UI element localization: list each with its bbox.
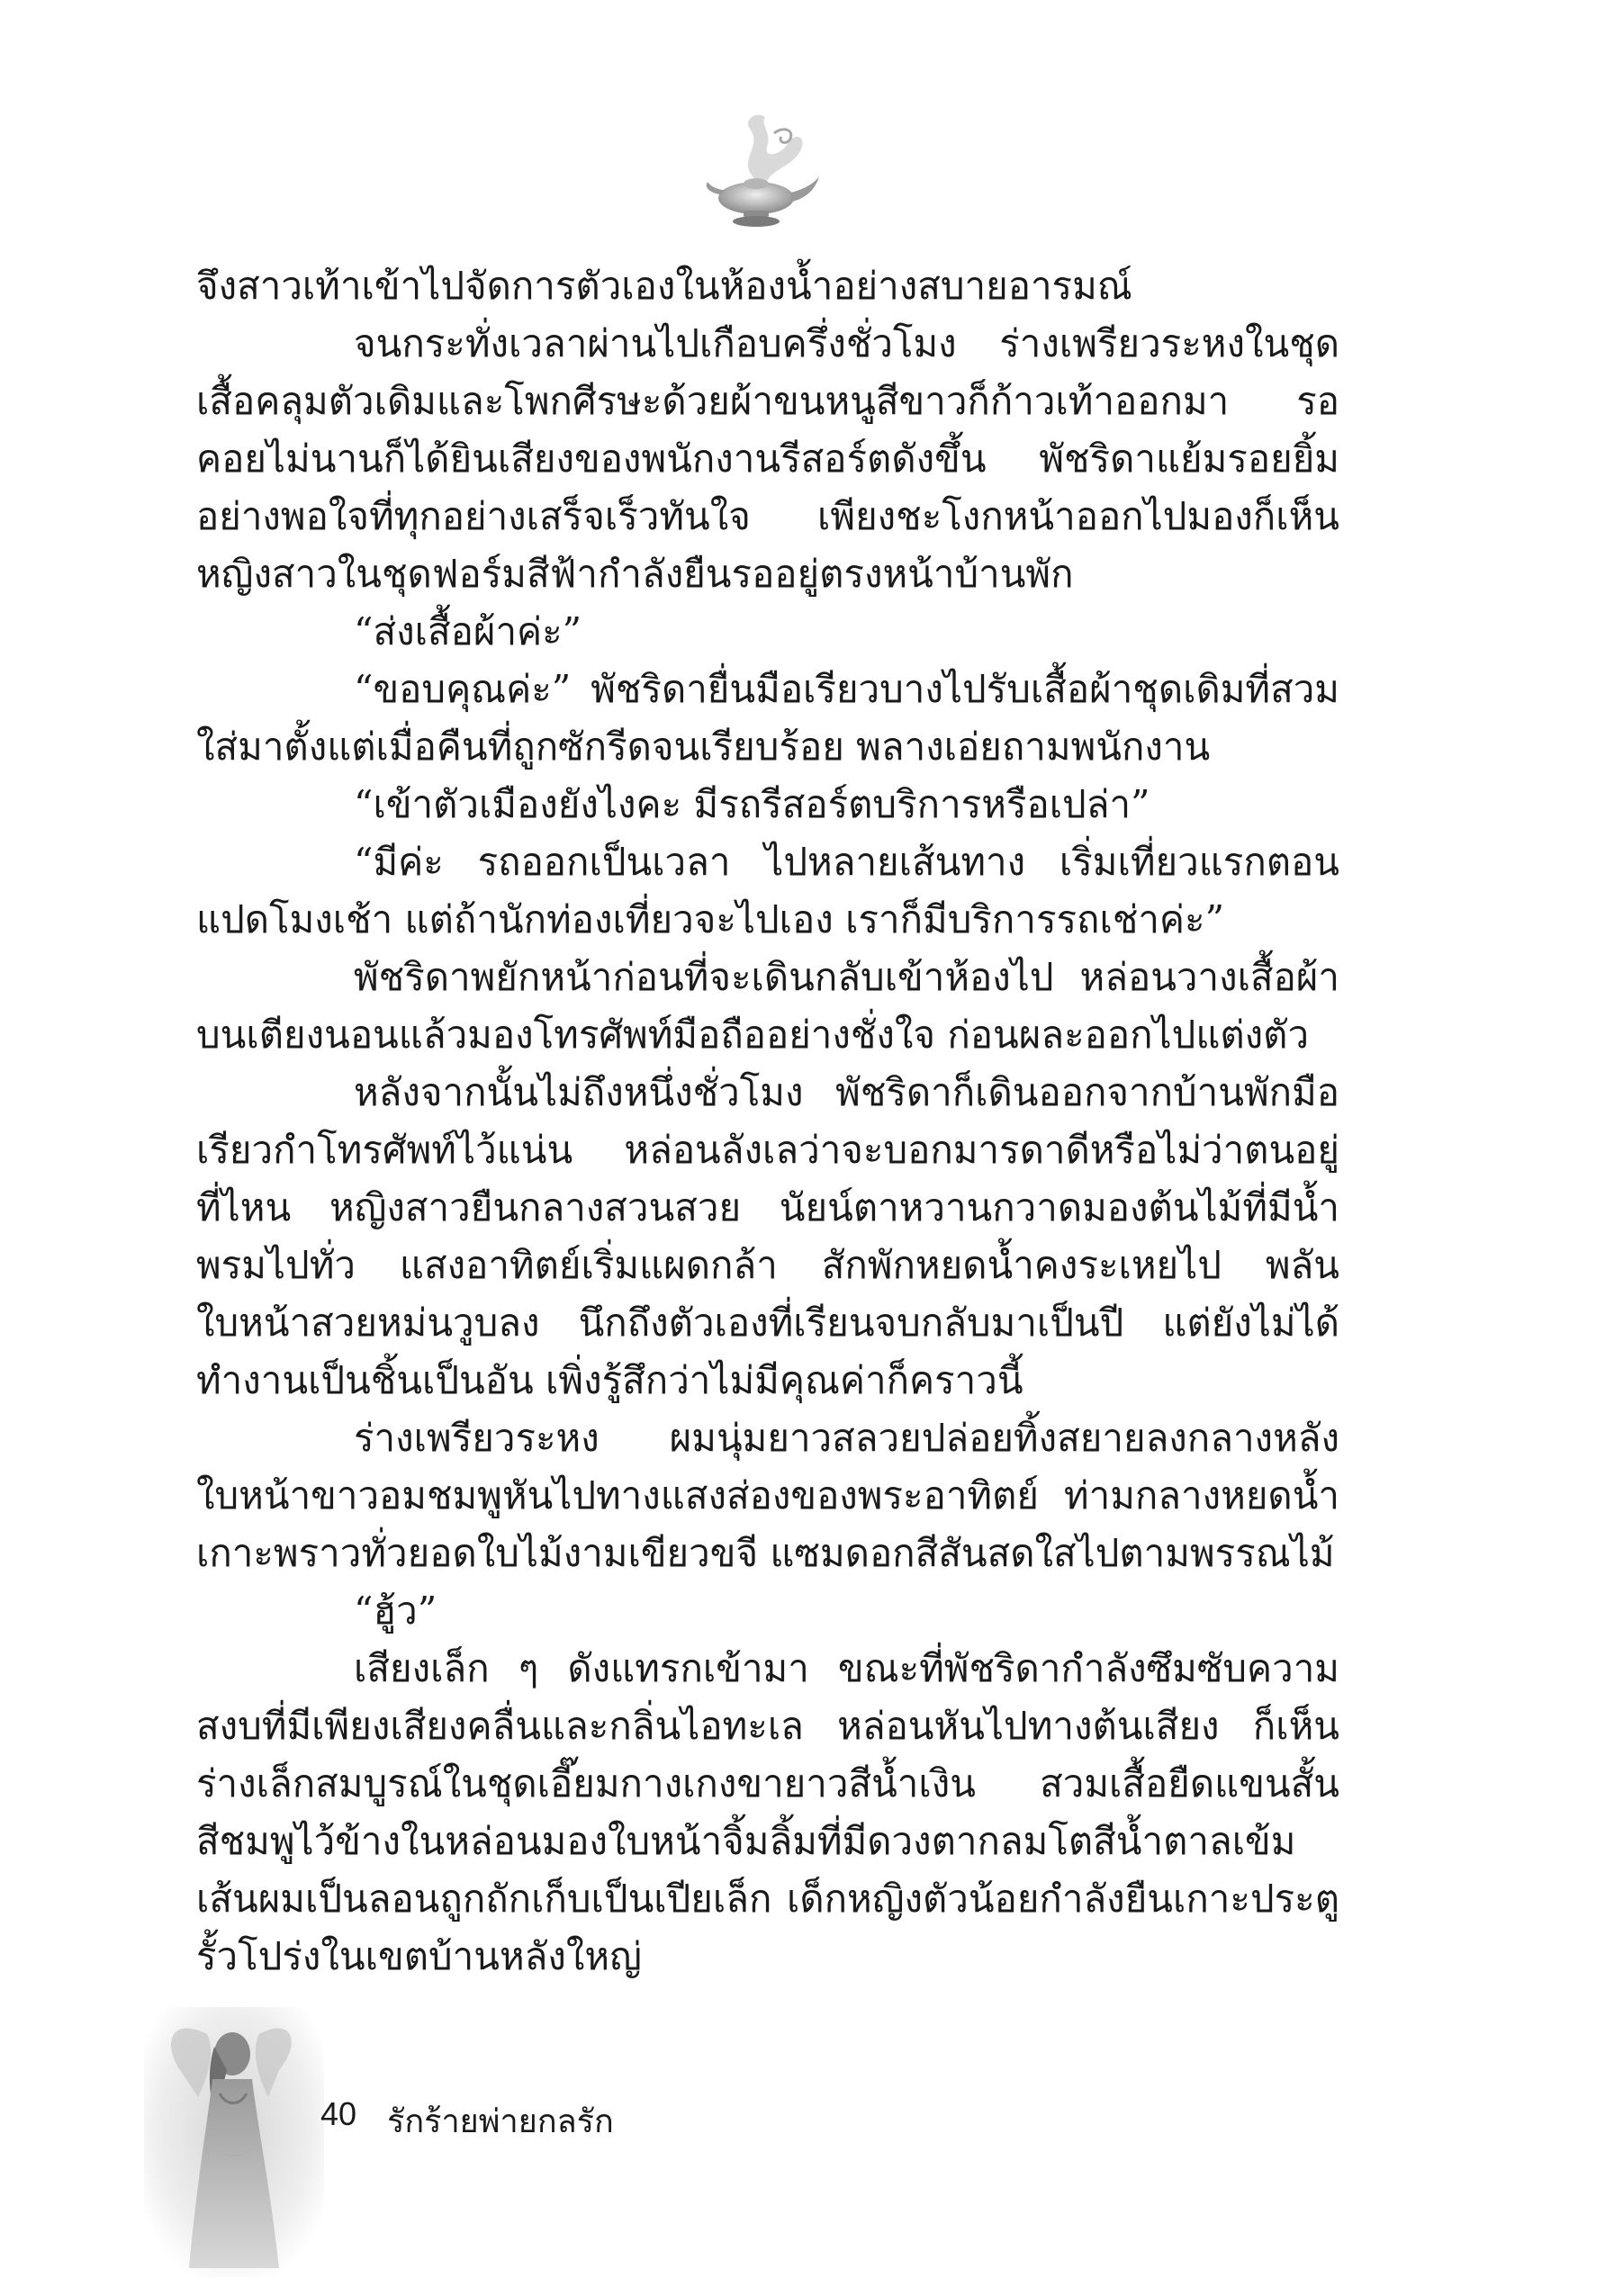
paragraph-3: “ส่งเสื้อผ้าค่ะ” <box>354 609 582 653</box>
paragraph-6: “มีค่ะ รถออกเป็นเวลา ไปหลายเส้นทาง เริ่มเที่ยวแรกตอนแปดโมงเช้า แต่ถ้านักท่องเที่ยวจะไปเอง เราก็มีบริการรถเช่าค่ะ” <box>196 840 1339 941</box>
paragraph-7: พัชริดาพยักหน้าก่อนที่จะเดินกลับเข้าห้องไป หล่อนวางเสื้อผ้าบนเตียงนอนแล้วมองโทรศัพท์มือถืออย่างชั่งใจ ก่อนผละออกไปแต่งตัว <box>196 955 1339 1057</box>
paragraph-9: ร่างเพรียวระหง ผมนุ่มยาวสลวยปล่อยทิ้งสยายลงกลางหลัง ใบหน้าขาวอมชมพูหันไปทางแสงส่องของพระอาทิตย์ ท่ามกลางหยดน้ำเกาะพราวทั่วยอดใบไม้งามเขียวขจี แซมดอกสีสันสดใสไปตามพรรณไม้ <box>196 1416 1352 1575</box>
paragraph-5: “เข้าตัวเมืองยังไงคะ มีรถรีสอร์ตบริการหรือเปล่า” <box>354 782 1150 826</box>
angel-figure-icon <box>144 2007 324 2277</box>
paragraph-8: หลังจากนั้นไม่ถึงหนึ่งชั่วโมง พัชริดาก็เดินออกจากบ้านพักมือเรียวกำโทรศัพท์ไว้แน่น หล่อนลังเลว่าจะบอกมารดาดีหรือไม่ว่าตนอยู่ที่ไหน หญิงสาวยืนกลางสวนสวย นัยน์ตาหวานกวาดมองต้นไม้ที่มีน้ำพรมไปทั่ว แสงอาทิตย์เริ่มแผดกล้า สักพักหยดน้ำคงระเหยไป พลันใบหน้าสวยหม่นวูบลง นึกถึงตัวเองที่เรียนจบกลับมาเป็นปี แต่ยังไม่ได้ทำงานเป็นชิ้นเป็นอัน เพิ่งรู้สึกว่าไม่มีคุณค่าก็คราวนี้ <box>196 1070 1339 1402</box>
paragraph-1: จึงสาวเท้าเข้าไปจัดการตัวเองในห้องน้ำอย่างสบายอารมณ์ <box>196 264 1132 308</box>
magic-lamp-icon <box>700 106 826 241</box>
body-text <box>196 257 1352 1985</box>
paragraph-11: เสียงเล็ก ๆ ดังแทรกเข้ามา ขณะที่พัชริดากำลังซึมซับความสงบที่มีเพียงเสียงคลื่นและกลิ่นไอทะเล หล่อนหันไปทางต้นเสียง ก็เห็นร่างเล็กสมบูรณ์ในชุดเอี๊ยมกางเกงขายาวสีน้ำเงิน สวมเสื้อยืดแขนสั้นสีชมพูไว้ข้างในหล่อนมองใบหน้าจิ้มลิ้มที่มีดวงตากลมโตสีน้ำตาลเข้ม เส้นผมเป็นลอนถูกถักเก็บเป็นเปียเล็ก เด็กหญิงตัวน้อยกำลังยืนเกาะประตูรั้วโปร่งในเขตบ้านหลังใหญ่ <box>196 1646 1339 1978</box>
paragraph-4: “ขอบคุณค่ะ” พัชริดายื่นมือเรียวบางไปรับเสื้อผ้าชุดเดิมที่สวมใส่มาตั้งแต่เมื่อคืนที่ถูกซักรีดจนเรียบร้อย พลางเอ่ยถามพนักงาน <box>196 667 1339 769</box>
paragraph-2: จนกระทั่งเวลาผ่านไปเกือบครึ่งชั่วโมง ร่างเพรียวระหงในชุดเสื้อคลุมตัวเดิมและโพกศีรษะด้วยผ้าขนหนูสีขาวก็ก้าวเท้าออกมา รอคอยไม่นานก็ได้ยินเสียงของพนักงานรีสอร์ตดังขึ้น พัชริดาแย้มรอยยิ้มอย่างพอใจที่ทุกอย่างเสร็จเร็วทันใจ เพียงชะโงกหน้าออกไปมองก็เห็นหญิงสาวในชุดฟอร์มสีฟ้ากำลังยืนรออยู่ตรงหน้าบ้านพัก <box>196 321 1339 596</box>
paragraph-10: “ฮู้ว” <box>354 1589 437 1633</box>
page-footer <box>144 2007 684 2277</box>
book-title: รักร้ายพ่ายกลรัก <box>387 2102 614 2139</box>
page-number: 40 <box>320 2095 357 2132</box>
